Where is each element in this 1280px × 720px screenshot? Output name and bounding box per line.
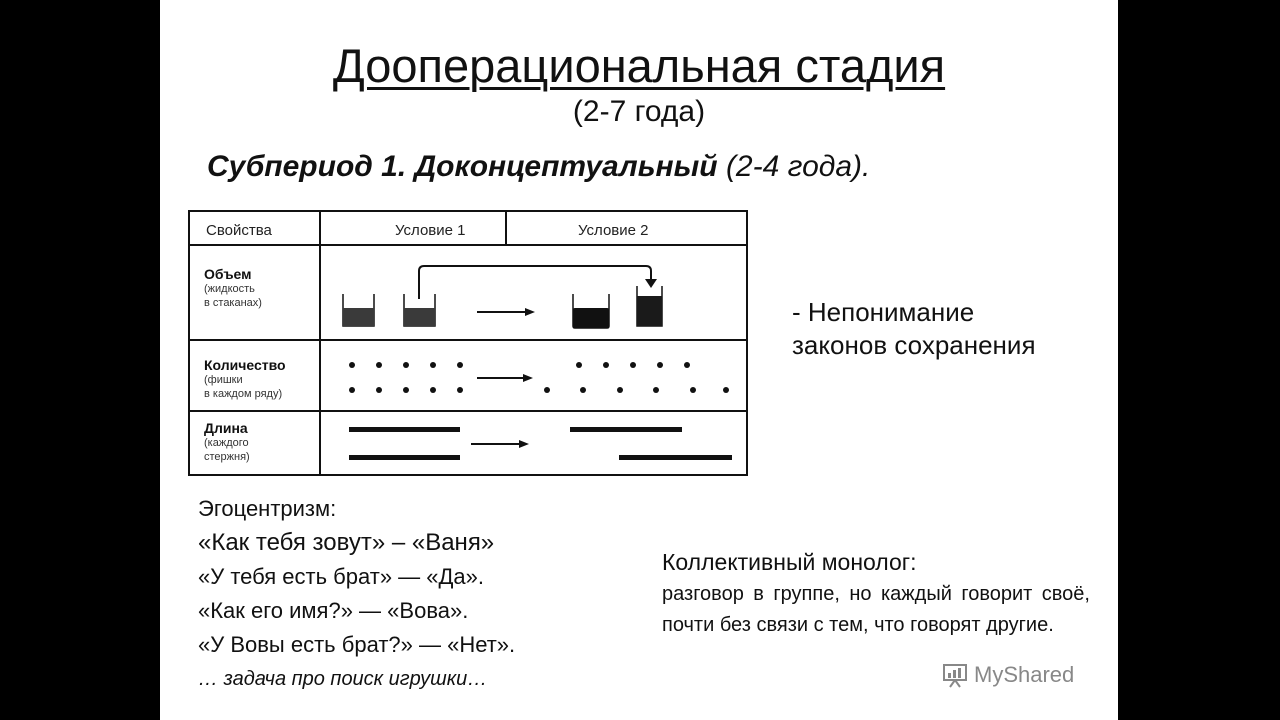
row-volume-name: Объем [204,266,252,282]
collective-monologue-block [662,545,1090,641]
egocentrism-line-4: «У Вовы есть брат?» — «Нет». [198,632,516,657]
volume-illustration [321,246,746,339]
subperiod-heading [207,150,870,184]
egocentrism-heading: Эгоцентризм: [198,496,337,521]
chips-condition-1 [349,362,463,393]
conservation-note [792,296,1036,362]
rod-1-condition-1 [349,427,460,432]
header-condition-2: Условие 2 [578,222,649,239]
glass-4-tall [637,286,662,326]
pour-arc-arrow [419,266,651,299]
conservation-note-line-2: законов сохранения [792,330,1036,360]
monologue-heading: Коллективный монолог: [662,549,917,575]
toy-search-task: … задача про поиск игрушки… [198,668,488,690]
chips-condition-2 [544,362,729,393]
rod-1-condition-2 [570,427,682,432]
row-length-label [204,420,250,464]
subperiod-bold: Субпериод 1. Доконцептуальный [207,150,718,183]
row-length-name: Длина [204,420,248,436]
quantity-illustration [321,341,746,410]
arrow-length [471,440,529,448]
header-properties: Свойства [206,222,272,239]
row-length-desc-2: стержня) [204,451,250,463]
pour-arrowhead [645,279,657,288]
row-volume-desc-1: (жидкость [204,283,255,295]
arrow-volume [477,308,535,316]
egocentrism-line-1: «Как тебя зовут» – «Ваня» [198,529,495,556]
row-quantity-label [204,357,286,401]
monologue-body: разговор в группе, но каждый говорит своё, почти без связи с тем, что говорят другие. [662,583,1090,636]
row-quantity-name: Количество [204,357,286,373]
row-quantity-desc-2: в каждом ряду) [204,388,283,400]
egocentrism-block [198,492,515,696]
watermark-text: MyShared [974,662,1075,687]
rod-2-condition-1 [349,455,460,460]
conservation-note-line-1: - Непонимание [792,297,975,327]
egocentrism-line-2: «У тебя есть брат» — «Да». [198,564,485,589]
slide [160,0,1118,720]
subperiod-rest: (2-4 года). [717,150,871,183]
row-quantity-desc-1: (фишки [204,374,243,386]
presentation-board-icon [942,662,968,688]
slide-title: Дооперациональная стадия [332,39,946,92]
header-condition-1: Условие 1 [395,222,466,239]
slide-subtitle: (2-7 года) [572,95,706,128]
length-illustration [321,412,746,474]
arrow-quantity [477,374,533,382]
row-volume-desc-2: в стаканах) [204,297,262,309]
row-length-desc-1: (каждого [204,437,249,449]
glass-1-short [343,294,374,326]
myshared-logo [942,662,1074,688]
egocentrism-line-3: «Как его имя?» — «Вова». [198,598,469,623]
glass-3-wide [573,294,609,328]
conservation-table [188,210,748,476]
rod-2-condition-2 [619,455,732,460]
row-volume-label [204,266,262,310]
